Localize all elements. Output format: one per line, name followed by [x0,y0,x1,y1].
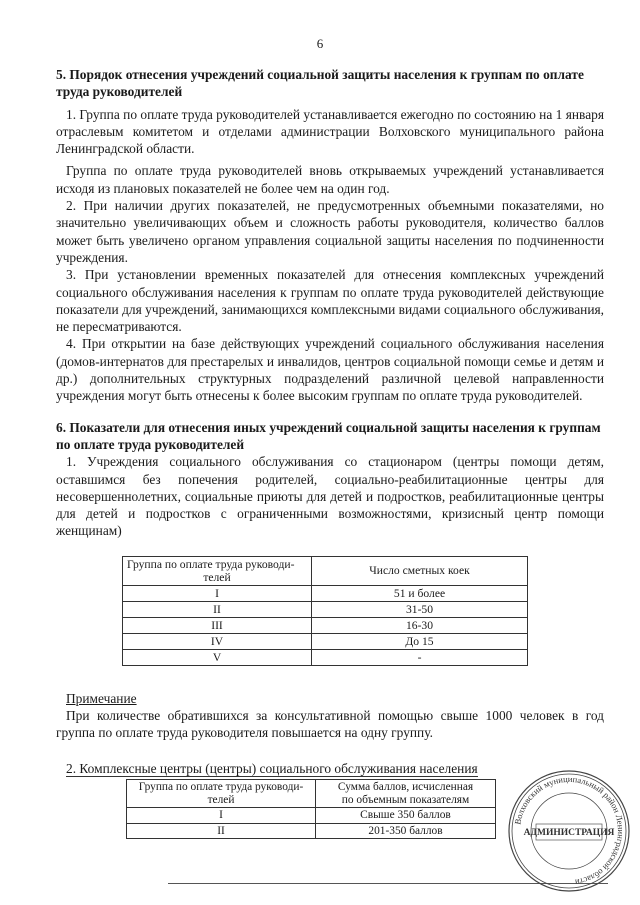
table-row [123,649,528,665]
section-5-heading: 5. Порядок отнесения учреждений социальной защиты населения к группам по оплате труда руководителей [56,67,584,100]
paragraph: Группа по оплате труда руководителей вновь открываемых учреждений устанавливается исходя из плановых показателей не более чем на один год. [56,163,604,196]
note-text: При количестве обратившихся за консультативной помощью свыше 1000 человек в год группа по оплате труда руководителя повышается на одну группу. [56,708,604,741]
table-row [127,808,496,824]
table-row [123,601,528,617]
table-header-row [127,779,496,807]
table-cell: II [123,601,312,617]
document-body [56,66,604,839]
table-header-cell: Группа по оплате труда руководи- телей [127,779,316,807]
paragraph: 2. Комплексные центры (центры) социального обслуживания населения [66,760,478,776]
table-header-row [123,556,528,585]
table-row [123,585,528,601]
table-header-cell: Число сметных коек [312,556,528,585]
table-row [127,823,496,839]
table-cell: До 15 [312,633,528,649]
page-number: 6 [316,36,324,51]
table-cell: 16-30 [312,617,528,633]
table-row [123,617,528,633]
table-cell: 31-50 [312,601,528,617]
table-cell: III [123,617,312,633]
stamp-center-text: АДМИНИСТРАЦИЯ [523,828,615,838]
table-cell: V [123,649,312,665]
points-table [126,779,496,839]
table-row [123,633,528,649]
paragraph: 2. При наличии других показателей, не предусмотренных объемными показателями, но значительно увеличивающих объем и сложность работы руководителя, количество баллов может быть увеличено органом управления социальной защиты населения по подчиненности учреждения. [56,198,604,265]
paragraph: 1. Учреждения социального обслуживания со стационаром (центры помощи детям, оставшимся без попечения родителей, социально-реабилитационные центры для несовершеннолетних, социальные приюты для детей и подростков, реабилитационные центры для детей и подростков с ограниченными возможностями, кризисный центр помощи женщинам) [56,454,604,539]
table-header-cell: Сумма баллов, исчисленная по объемным показателям [316,779,496,807]
stamp-ring-text: Волховский муниципальный район Ленинградской области [512,773,627,888]
table-cell: 201-350 баллов [316,823,496,839]
note-title: Примечание [66,690,137,706]
table-cell: IV [123,633,312,649]
table-cell: I [123,585,312,601]
section-6-heading: 6. Показатели для отнесения иных учреждений социальной защиты населения к группам по оплате труда руководителей [56,419,601,452]
table-cell: - [312,649,528,665]
table-cell: II [127,823,316,839]
beds-table [122,556,528,666]
official-stamp [506,768,632,894]
paragraph: 1. Группа по оплате труда руководителей устанавливается ежегодно по состоянию на 1 января отраслевым комитетом и отделами администрации Волховского муниципального района Ленинградской области. [56,106,604,157]
table-header-cell: Группа по оплате труда руководи- телей [123,556,312,585]
paragraph: 3. При установлении временных показателей для отнесения комплексных учреждений социального обслуживания населения к группам по оплате труда руководителей действующие показатели для учреждений, занимающихся комплексными видами социального обслуживания, не пересматриваются. [56,267,604,335]
table-cell: 51 и более [312,585,528,601]
table-cell: I [127,808,316,824]
table-cell: Свыше 350 баллов [316,808,496,824]
paragraph: 4. При открытии на базе действующих учреждений социального обслуживания населения (домов-интернатов для престарелых и инвалидов, центров социальной помощи семье и детям и др.) дополнительных структурных подразделений различной целевой направленности учреждения могут быть отнесены к более высоким группам по оплате труда руководителей. [56,336,604,404]
